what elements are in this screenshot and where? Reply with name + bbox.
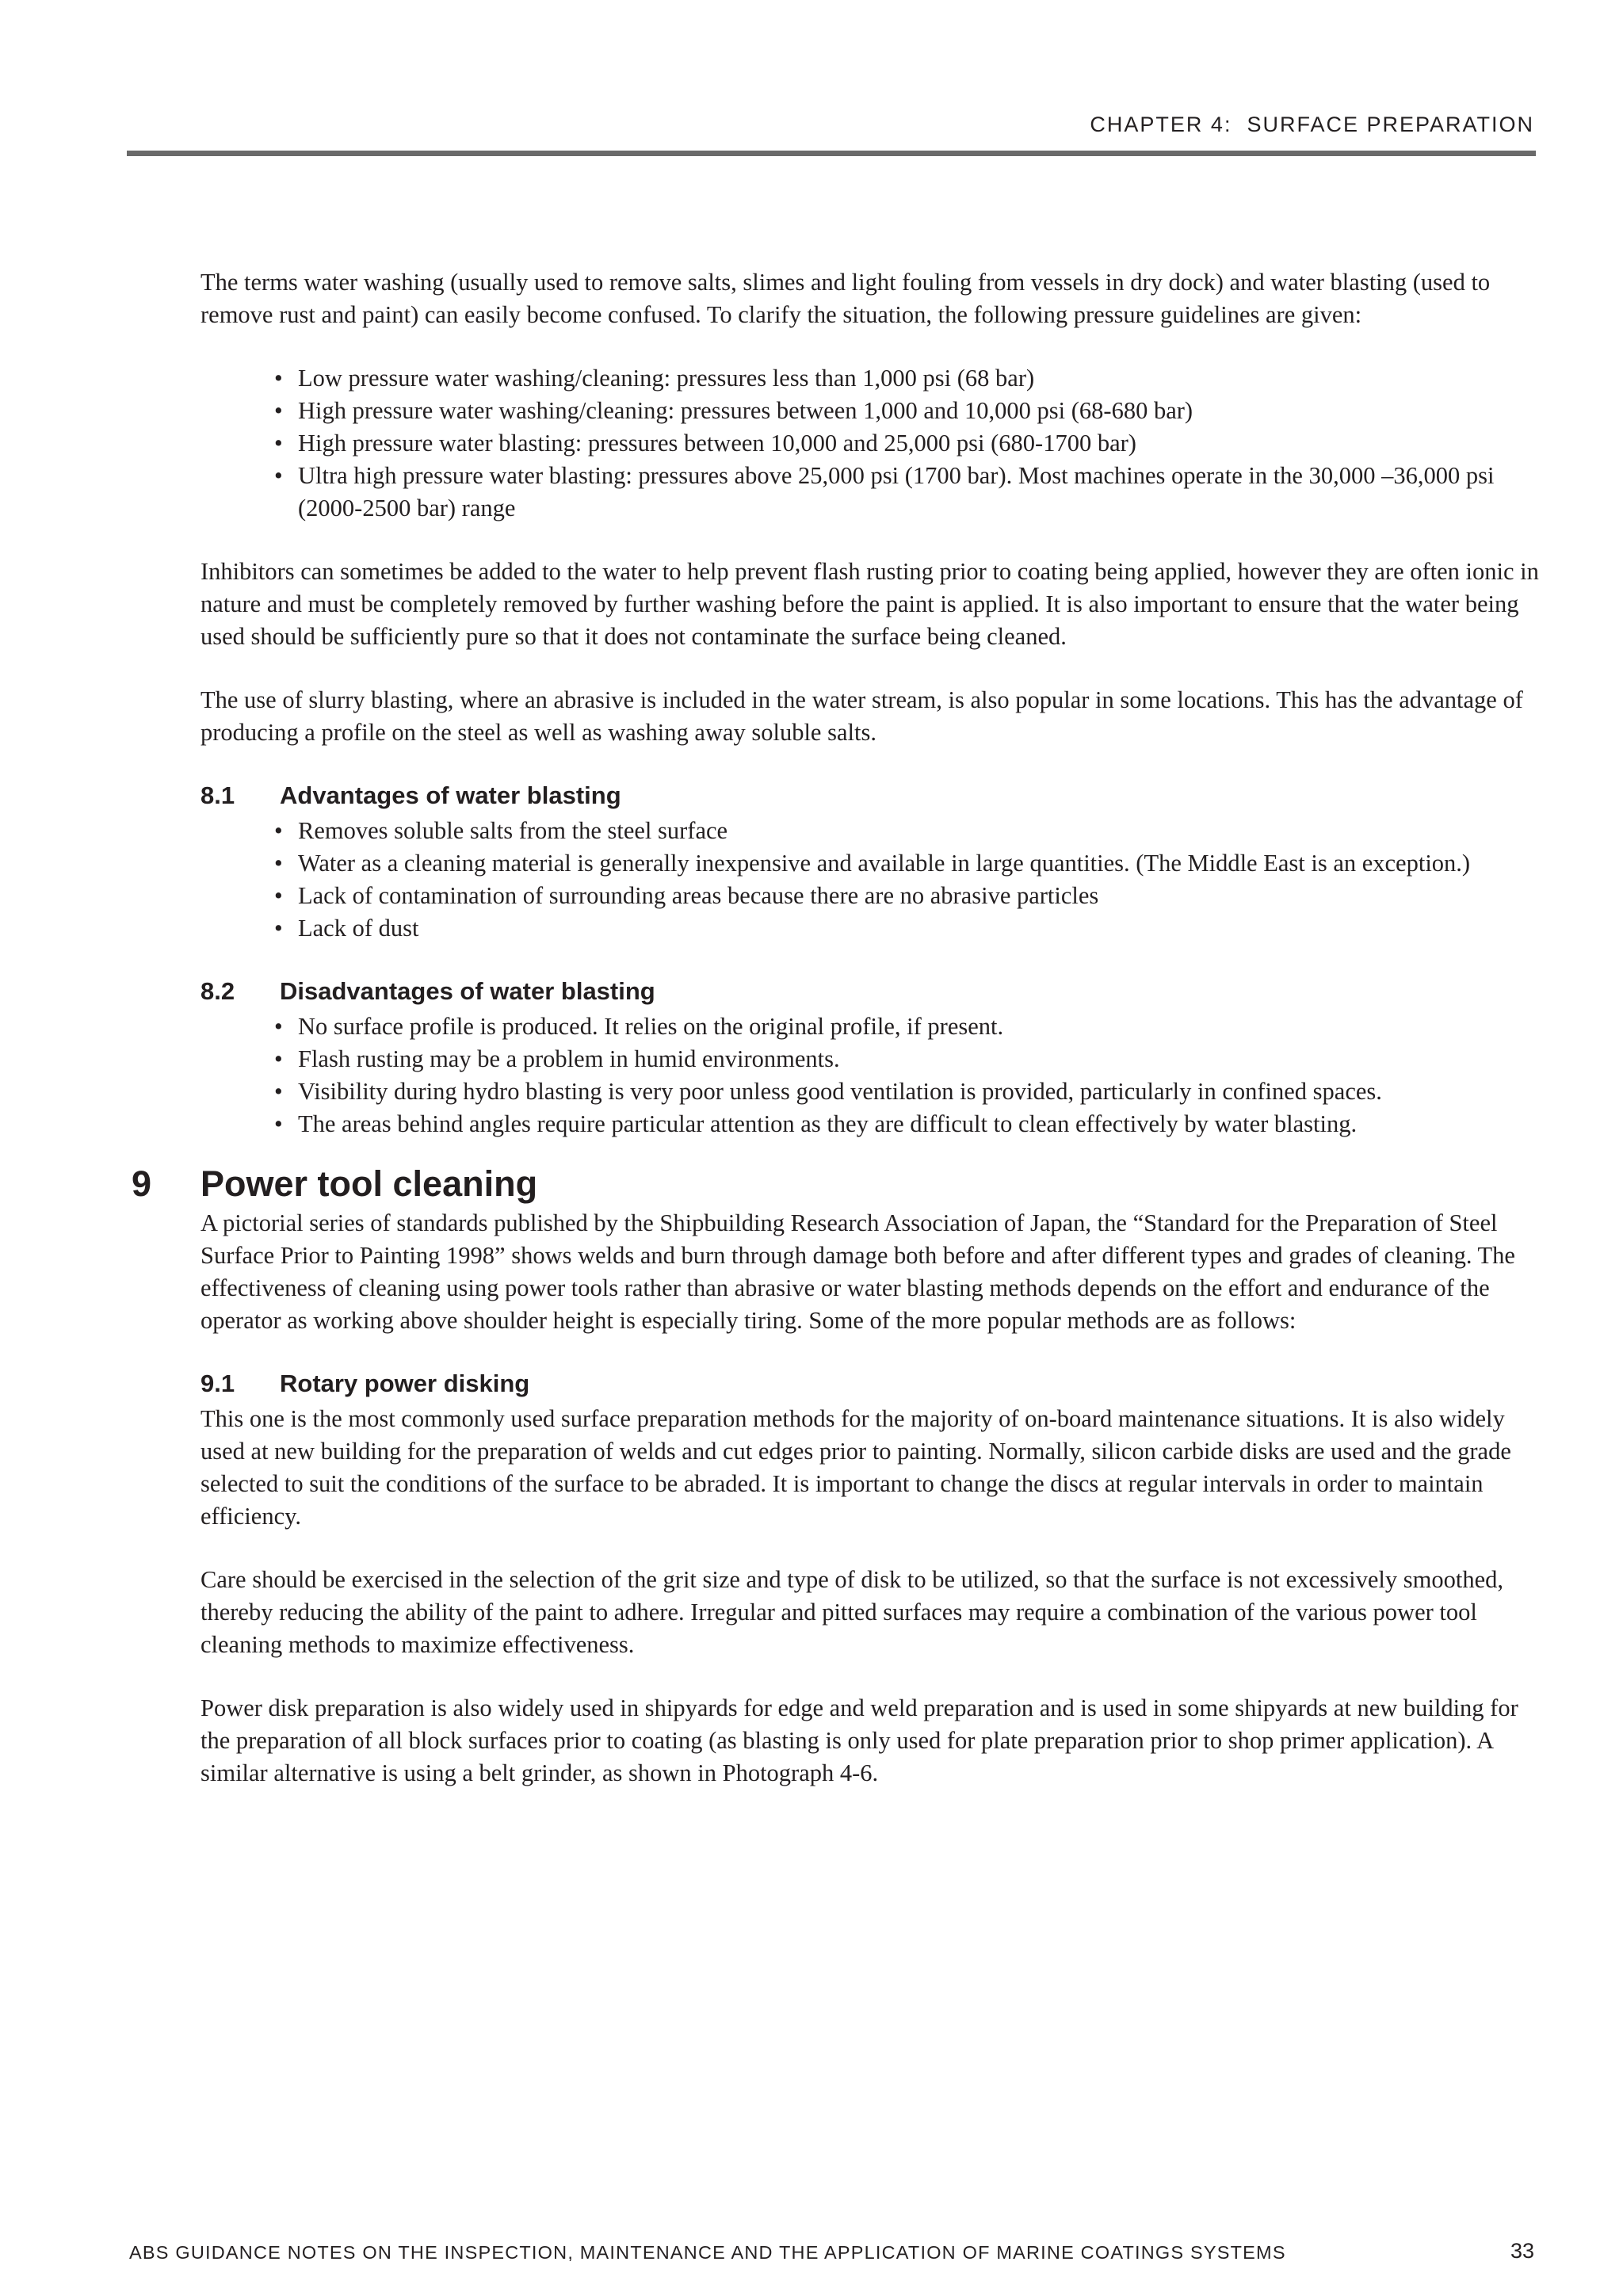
intro-paragraph: The terms water washing (usually used to remove salts, slimes and light fouling from vessels in dry dock) and water blasting (used to remove rust and paint) can easily become confused. To clarify the situation, the following pressure guidelines are given: bbox=[200, 269, 1491, 328]
list-item bbox=[274, 1075, 1540, 1108]
section-title: Power tool cleaning bbox=[200, 1163, 538, 1204]
section-number: 9 bbox=[132, 1163, 152, 1204]
bullet-icon: • bbox=[274, 1013, 283, 1040]
list-item-text: High pressure water blasting: pressures between 10,000 and 25,000 psi (680-1700 bar) bbox=[298, 430, 1136, 457]
subsection-title: Rotary power disking bbox=[280, 1370, 530, 1397]
list-item bbox=[274, 1108, 1540, 1140]
disking-paragraph-3: Power disk preparation is also widely used in shipyards for edge and weld preparation and is used in some shipyards at new building for the preparation of all block surfaces prior to coating (as blasting is only used for plate preparation prior to shop primer application). A similar alternative is using a belt grinder, as shown in Photograph 4-6. bbox=[200, 1694, 1518, 1786]
header-rule bbox=[127, 151, 1536, 156]
bullet-icon: • bbox=[274, 365, 283, 392]
bullet-icon: • bbox=[274, 882, 283, 909]
inhibitors-paragraph: Inhibitors can sometimes be added to the water to help prevent flash rusting prior to coating being applied, however they are often ionic in nature and must be completely removed by further washing before the paint is applied. It is also important to ensure that the water being used should be sufficiently pure so that it does not contaminate the surface being cleaned. bbox=[200, 558, 1539, 650]
slurry-blasting-paragraph: The use of slurry blasting, where an abrasive is included in the water stream, is also popular in some locations. This has the advantage of producing a profile on the steel as well as washing away soluble salts. bbox=[200, 686, 1523, 746]
list-item bbox=[274, 912, 1540, 945]
disking-paragraph-2: Care should be exercised in the selection of the grit size and type of disk to be utilized, so that the surface is not excessively smoothed, thereby reducing the ability of the paint to adhere. Irregular and pitted surfaces may require a combination of the various power tool cleaning methods to maximize effectiveness. bbox=[200, 1566, 1504, 1658]
list-item bbox=[274, 427, 1540, 460]
bullet-icon: • bbox=[274, 1110, 283, 1137]
list-item bbox=[274, 395, 1540, 427]
bullet-icon: • bbox=[274, 430, 283, 457]
list-item-text: Low pressure water washing/cleaning: pressures less than 1,000 psi (68 bar) bbox=[298, 365, 1035, 392]
subsection-heading-8-2 bbox=[200, 976, 1540, 1007]
bullet-icon: • bbox=[274, 817, 283, 844]
list-item-text: Ultra high pressure water blasting: pressures above 25,000 psi (1700 bar). Most machines operate in the 30,000 –36,000 psi (2000-2500 bar) range bbox=[298, 462, 1495, 521]
disadvantages-list bbox=[200, 1010, 1540, 1140]
disking-paragraph-1: This one is the most commonly used surface preparation methods for the majority of on-board maintenance situations. It is also widely used at new building for the preparation of welds and cut edges prior to painting. Normally, silicon carbide disks are used and the grade selected to suit the conditions of the surface to be abraded. It is important to change the discs at regular intervals in order to maintain efficiency. bbox=[200, 1405, 1511, 1530]
bullet-icon: • bbox=[274, 1045, 283, 1072]
list-item bbox=[274, 362, 1540, 395]
bullet-icon: • bbox=[274, 915, 283, 942]
list-item bbox=[274, 460, 1540, 525]
bullet-icon: • bbox=[274, 462, 283, 489]
subsection-heading-9-1 bbox=[200, 1368, 1540, 1400]
subsection-number: 8.1 bbox=[200, 781, 235, 809]
list-item-text: The areas behind angles require particular attention as they are difficult to clean effectively by water blasting. bbox=[298, 1110, 1358, 1137]
subsection-title: Advantages of water blasting bbox=[280, 781, 621, 809]
section-heading-9 bbox=[132, 1163, 1540, 1204]
list-item-text: No surface profile is produced. It relies on the original profile, if present. bbox=[298, 1013, 1004, 1040]
list-item-text: High pressure water washing/cleaning: pressures between 1,000 and 10,000 psi (68-680 bar) bbox=[298, 397, 1193, 424]
bullet-icon: • bbox=[274, 397, 283, 424]
bullet-icon: • bbox=[274, 850, 283, 877]
subsection-number: 9.1 bbox=[200, 1370, 235, 1397]
running-head: CHAPTER 4: SURFACE PREPARATION bbox=[1090, 113, 1534, 136]
page-number: 33 bbox=[1510, 2239, 1534, 2263]
bullet-icon: • bbox=[274, 1078, 283, 1105]
list-item bbox=[274, 815, 1540, 847]
pressure-guidelines-list bbox=[200, 362, 1540, 525]
list-item bbox=[274, 847, 1540, 880]
power-tool-paragraph: A pictorial series of standards published by the Shipbuilding Research Association of Japan, the “Standard for the Preparation of Steel Surface Prior to Painting 1998” shows welds and burn through damage both before and after different types and grades of cleaning. The effectiveness of cleaning using power tools rather than abrasive or water blasting methods depends on the effort and endurance of the operator as working above shoulder height is especially tiring. Some of the more popular methods are as follows: bbox=[200, 1209, 1515, 1334]
list-item-text: Flash rusting may be a problem in humid environments. bbox=[298, 1045, 840, 1072]
subsection-heading-8-1 bbox=[200, 780, 1540, 812]
page-body bbox=[132, 266, 1540, 1820]
list-item bbox=[274, 1010, 1540, 1043]
list-item-text: Visibility during hydro blasting is very poor unless good ventilation is provided, particularly in confined spaces. bbox=[298, 1078, 1382, 1105]
footer-publication-title: ABS GUIDANCE NOTES ON THE INSPECTION, MAINTENANCE AND THE APPLICATION OF MARINE COATINGS SYSTEMS bbox=[129, 2242, 1286, 2263]
subsection-number: 8.2 bbox=[200, 977, 235, 1005]
list-item-text: Lack of contamination of surrounding areas because there are no abrasive particles bbox=[298, 882, 1099, 909]
list-item bbox=[274, 880, 1540, 912]
list-item bbox=[274, 1043, 1540, 1075]
list-item-text: Water as a cleaning material is generally inexpensive and available in large quantities. (The Middle East is an exception.) bbox=[298, 850, 1471, 877]
list-item-text: Removes soluble salts from the steel surface bbox=[298, 817, 728, 844]
subsection-title: Disadvantages of water blasting bbox=[280, 977, 655, 1005]
list-item-text: Lack of dust bbox=[298, 915, 419, 942]
advantages-list bbox=[200, 815, 1540, 945]
